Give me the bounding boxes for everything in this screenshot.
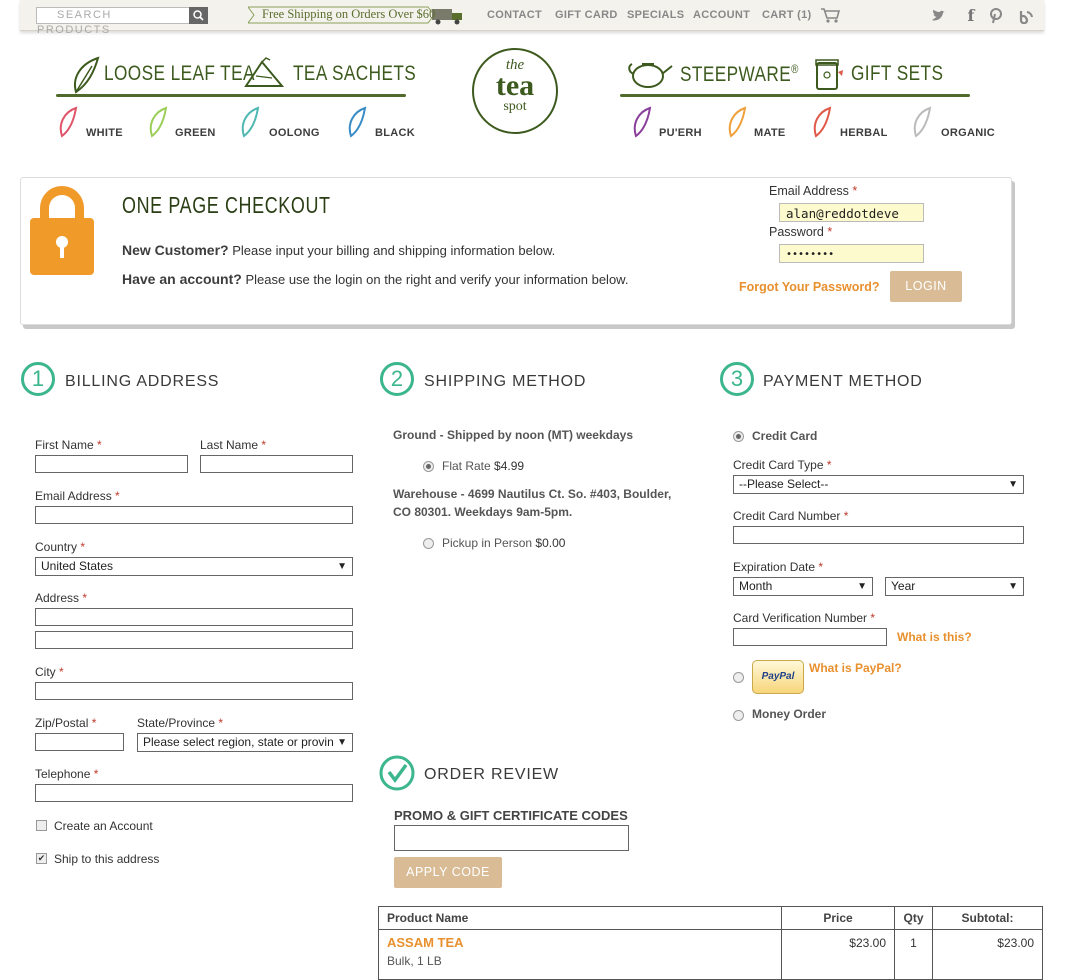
state-label: State/Province * <box>137 716 224 730</box>
search-input[interactable]: SEARCH PRODUCTS <box>36 7 190 24</box>
search-icon <box>189 7 208 24</box>
cc-type-label: Credit Card Type * <box>733 458 832 472</box>
address-label: Address * <box>35 591 88 605</box>
flat-rate-radio[interactable] <box>423 461 434 472</box>
chevron-down-icon: ▼ <box>1008 581 1018 592</box>
credit-card-radio[interactable] <box>733 431 744 442</box>
nav-divider-right <box>620 94 970 97</box>
city-label-text: City <box>35 665 56 679</box>
login-password-label: Password * <box>769 225 833 239</box>
login-email-label-text: Email Address <box>769 184 849 198</box>
flat-rate-label <box>442 459 524 473</box>
last-name-label-text: Last Name <box>200 438 259 452</box>
login-password-label-text: Password <box>769 225 824 239</box>
steepware-teapot-icon <box>626 56 674 92</box>
telephone-label: Telephone * <box>35 767 99 781</box>
warehouse-line2: CO 80301. Weekdays 9am-5pm. <box>393 505 573 519</box>
address-line1-input[interactable] <box>35 608 353 626</box>
herbal-leaf-icon <box>812 106 832 138</box>
step-3-badge: 3 <box>720 362 754 396</box>
have-account-line <box>122 271 628 287</box>
organic-leaf-icon <box>912 106 932 138</box>
pinterest-icon[interactable] <box>988 8 1004 24</box>
registered-mark: ® <box>791 62 799 76</box>
state-select[interactable] <box>137 733 353 752</box>
oolong-tea-leaf-icon <box>240 106 260 138</box>
blog-icon[interactable] <box>1018 8 1034 24</box>
nav-loose-leaf-tea[interactable]: LOOSE LEAF TEA <box>104 62 255 85</box>
logo-the: the <box>505 57 525 73</box>
paypal-radio[interactable] <box>733 672 744 683</box>
exp-month-value: Month <box>739 579 773 593</box>
first-name-label: First Name * <box>35 438 102 452</box>
black-tea-leaf-icon <box>347 106 367 138</box>
telephone-label-text: Telephone <box>35 767 91 781</box>
product-qty: 1 <box>895 930 933 980</box>
col-product-name: Product Name <box>379 907 782 930</box>
promo-code-input[interactable] <box>394 825 629 851</box>
paypal-logo: PayPal <box>752 660 804 694</box>
new-customer-text: Please input your billing and shipping information below. <box>232 243 556 258</box>
product-cell <box>379 930 782 980</box>
order-review-check-icon <box>379 755 415 791</box>
promo-label: PROMO & GIFT CERTIFICATE CODES <box>394 808 628 823</box>
product-name-link[interactable]: ASSAM TEA <box>387 935 464 950</box>
loose-leaf-icon <box>70 56 102 94</box>
cc-number-label-text: Credit Card Number <box>733 509 841 523</box>
apply-code-button[interactable]: APPLY CODE <box>394 857 502 888</box>
product-detail: Bulk, 1 LB <box>387 954 442 968</box>
country-label: Country * <box>35 540 86 554</box>
order-review-table <box>378 906 1043 980</box>
nav-account[interactable]: ACCOUNT <box>693 9 751 21</box>
nav-mate[interactable]: MATE <box>754 127 786 139</box>
lock-icon <box>30 218 94 275</box>
tea-sachet-icon <box>242 56 290 94</box>
zip-label-text: Zip/Postal <box>35 716 89 730</box>
login-email-input[interactable]: alan@reddotdeve <box>779 203 924 222</box>
nav-organic[interactable]: ORGANIC <box>941 127 996 139</box>
last-name-input[interactable] <box>200 455 353 473</box>
step-1-badge: 1 <box>21 362 55 396</box>
green-tea-leaf-icon <box>148 106 168 138</box>
product-subtotal: $23.00 <box>933 930 1043 980</box>
have-account-text: Please use the login on the right and verify your information below. <box>245 272 629 287</box>
money-order-label: Money Order <box>752 707 827 721</box>
country-select-value: United States <box>41 559 114 573</box>
cvn-label: Card Verification Number * <box>733 611 876 625</box>
first-name-input[interactable] <box>35 455 188 473</box>
state-select-value: Please select region, state or provin <box>143 735 334 749</box>
cc-number-input[interactable] <box>733 526 1024 544</box>
nav-contact[interactable]: CONTACT <box>487 9 543 21</box>
nav-white[interactable]: WHITE <box>86 127 123 139</box>
state-label-text: State/Province <box>137 716 216 730</box>
billing-title: BILLING ADDRESS <box>65 373 220 390</box>
payment-title: PAYMENT METHOD <box>763 373 923 390</box>
login-button[interactable]: LOGIN <box>890 271 962 302</box>
ground-shipping-heading: Ground - Shipped by noon (MT) weekdays <box>393 428 634 442</box>
table-header-row <box>379 907 1043 930</box>
twitter-icon[interactable] <box>931 8 947 24</box>
telephone-input[interactable] <box>35 784 353 802</box>
money-order-radio[interactable] <box>733 710 744 721</box>
forgot-password-link[interactable]: Forgot Your Password? <box>739 280 880 294</box>
search-button[interactable] <box>189 7 208 24</box>
what-is-this-link[interactable]: What is this? <box>897 630 972 644</box>
page-title: ONE PAGE CHECKOUT <box>122 192 331 218</box>
step-2-badge: 2 <box>380 362 414 396</box>
address-label-text: Address <box>35 591 80 605</box>
have-account-label: Have an account? <box>122 271 242 287</box>
cc-type-label-text: Credit Card Type <box>733 458 824 472</box>
new-customer-line <box>122 242 555 258</box>
table-row <box>379 930 1043 980</box>
nav-steepware-label: STEEPWARE <box>680 63 792 86</box>
warehouse-line1: Warehouse - 4699 Nautilus Ct. So. #403, Boulder, <box>393 487 672 501</box>
col-qty: Qty <box>895 907 933 930</box>
pickup-radio[interactable] <box>423 538 434 549</box>
nav-divider-left <box>56 94 406 97</box>
nav-black[interactable]: BLACK <box>375 127 415 139</box>
credit-card-label: Credit Card <box>752 429 818 443</box>
chevron-down-icon: ▼ <box>1008 479 1018 490</box>
pickup-label <box>442 536 565 550</box>
city-input[interactable] <box>35 682 353 700</box>
chevron-down-icon: ▼ <box>857 581 867 592</box>
logo-tea: tea <box>495 69 535 102</box>
expiration-label: Expiration Date * <box>733 560 824 574</box>
gift-sets-tin-icon <box>812 56 848 92</box>
create-account-label: Create an Account <box>54 819 153 833</box>
ship-to-address-checkbox[interactable]: ✔ <box>37 853 46 863</box>
country-select[interactable] <box>35 557 353 576</box>
first-name-label-text: First Name <box>35 438 94 452</box>
cc-type-select-value: --Please Select-- <box>739 477 829 491</box>
order-review-title: ORDER REVIEW <box>424 766 559 783</box>
billing-email-label-text: Email Address <box>35 489 112 503</box>
nav-gift-card[interactable]: GIFT CARD <box>555 9 618 21</box>
logo-spot: spot <box>503 99 527 114</box>
shipping-title: SHIPPING METHOD <box>424 373 587 390</box>
flat-rate-price: $4.99 <box>494 459 525 473</box>
product-price: $23.00 <box>782 930 895 980</box>
mate-leaf-icon <box>727 106 747 138</box>
last-name-label: Last Name * <box>200 438 267 452</box>
free-shipping-text[interactable]: Free Shipping on Orders Over $60 <box>262 7 436 21</box>
exp-year-select[interactable] <box>885 577 1024 596</box>
white-tea-leaf-icon <box>58 106 78 138</box>
nav-oolong[interactable]: OOLONG <box>269 127 320 139</box>
country-label-text: Country <box>35 540 78 554</box>
nav-herbal[interactable]: HERBAL <box>840 127 888 139</box>
ship-to-address-label: Ship to this address <box>54 852 160 866</box>
billing-email-input[interactable] <box>35 506 353 524</box>
create-account-checkbox[interactable] <box>36 820 47 831</box>
login-password-input[interactable]: •••••••• <box>779 244 924 263</box>
the-tea-spot-logo[interactable] <box>472 48 558 134</box>
facebook-icon[interactable]: f <box>967 6 975 25</box>
cvn-label-text: Card Verification Number <box>733 611 868 625</box>
address-line2-input[interactable] <box>35 631 353 649</box>
expiration-label-text: Expiration Date <box>733 560 816 574</box>
city-label: City * <box>35 665 64 679</box>
exp-year-value: Year <box>891 579 916 593</box>
nav-specials[interactable]: SPECIALS <box>627 9 685 21</box>
zip-label: Zip/Postal * <box>35 716 97 730</box>
chevron-down-icon: ▼ <box>337 561 347 572</box>
nav-puerh[interactable]: PU'ERH <box>659 127 702 139</box>
nav-steepware[interactable] <box>680 62 799 87</box>
col-subtotal: Subtotal: <box>933 907 1043 930</box>
chevron-down-icon: ▼ <box>334 734 347 751</box>
pickup-price: $0.00 <box>535 536 566 550</box>
nav-cart[interactable]: CART (1) <box>762 9 812 21</box>
cvn-input[interactable] <box>733 628 887 646</box>
new-customer-label: New Customer? <box>122 242 229 258</box>
billing-email-label: Email Address * <box>35 489 120 503</box>
what-is-paypal-link[interactable]: What is PayPal? <box>809 661 902 675</box>
exp-month-select[interactable] <box>733 577 873 596</box>
login-email-label: Email Address * <box>769 184 858 198</box>
cc-type-select[interactable] <box>733 475 1024 494</box>
flat-rate-text: Flat Rate <box>442 459 491 473</box>
nav-gift-sets[interactable]: GIFT SETS <box>851 62 944 85</box>
col-price: Price <box>782 907 895 930</box>
puerh-leaf-icon <box>632 106 652 138</box>
cart-icon[interactable] <box>819 6 841 24</box>
warehouse-heading <box>393 485 671 521</box>
nav-tea-sachets[interactable]: TEA SACHETS <box>293 62 417 85</box>
pickup-text: Pickup in Person <box>442 536 533 550</box>
cc-number-label: Credit Card Number * <box>733 509 849 523</box>
nav-green[interactable]: GREEN <box>175 127 216 139</box>
zip-input[interactable] <box>35 733 124 751</box>
